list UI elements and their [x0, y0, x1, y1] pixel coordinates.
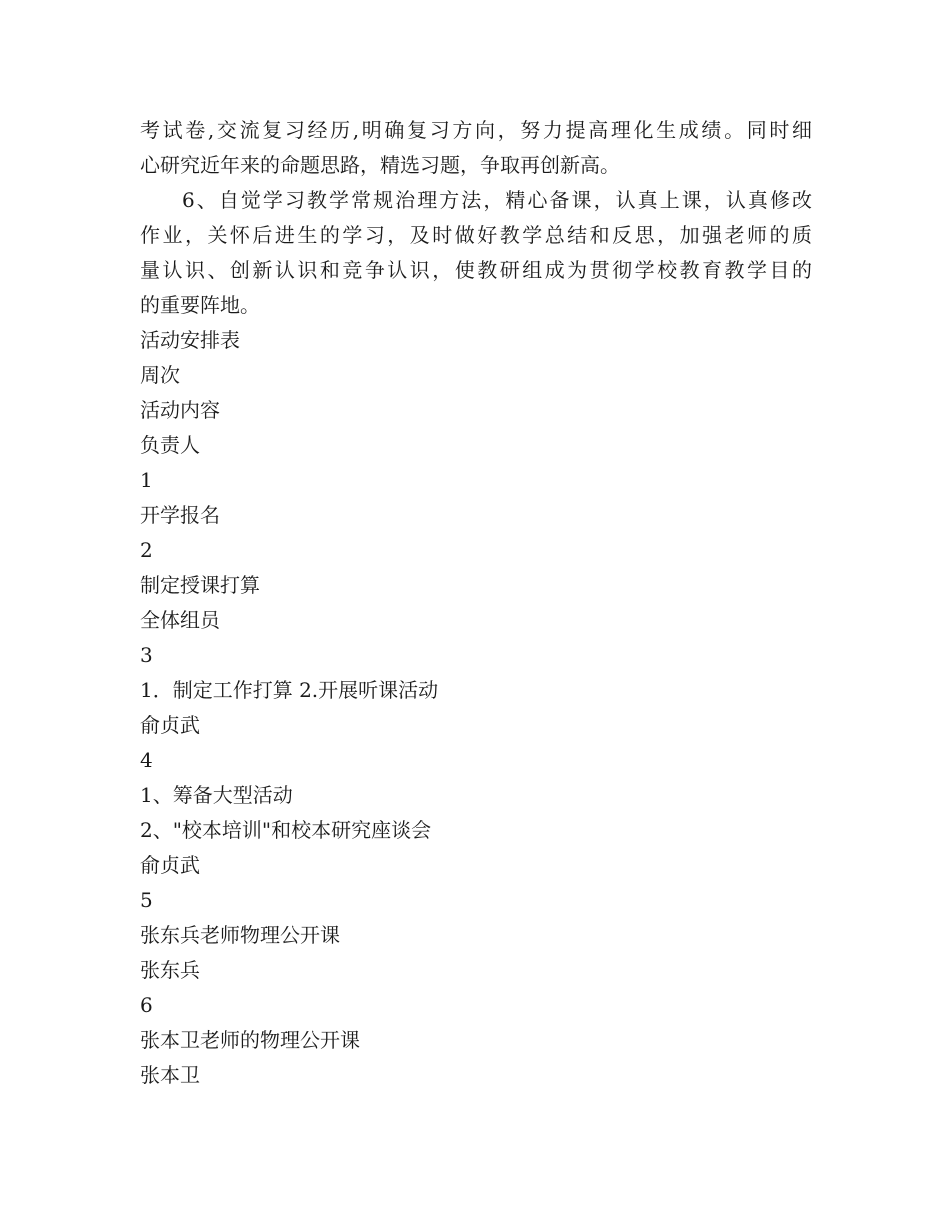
text-line: 考试卷,交流复习经历,明确复习方向，努力提高理化生成绩。同时细: [140, 118, 812, 142]
table-cell: 张本卫老师的物理公开课: [140, 1028, 360, 1052]
table-cell: 张东兵: [140, 958, 200, 982]
table-cell: 1．制定工作打算 2.开展听课活动: [140, 678, 439, 702]
text-line: 作业，关怀后进生的学习，及时做好教学总结和反思，加强老师的质: [140, 223, 812, 247]
table-cell: 俞贞武: [140, 713, 200, 737]
table-cell: 3: [140, 643, 153, 667]
table-cell: 2、"校本培训"和校本研究座谈会: [140, 818, 432, 842]
paragraph-item-6: [140, 183, 812, 323]
document-body: [140, 113, 812, 1093]
table-cell: 俞贞武: [140, 853, 200, 877]
text-line: 量认识、创新认识和竞争认识，使教研组成为贯彻学校教育教学目的: [140, 258, 812, 282]
table-cell: 2: [140, 538, 153, 562]
column-header-week: 周次: [140, 363, 180, 387]
paragraph-review: [140, 113, 812, 183]
table-cell: 6: [140, 993, 153, 1017]
table-cell: 1: [140, 468, 153, 492]
table-cell: 5: [140, 888, 153, 912]
table-cell: 1、筹备大型活动: [140, 783, 293, 807]
table-cell: 开学报名: [140, 503, 220, 527]
column-header-owner: 负责人: [140, 433, 200, 457]
table-cell: 4: [140, 748, 153, 772]
column-header-activity: 活动内容: [140, 398, 220, 422]
text-line: 的重要阵地。: [140, 293, 260, 317]
text-line: 心研究近年来的命题思路，精选习题，争取再创新高。: [140, 153, 620, 177]
schedule-title: 活动安排表: [140, 328, 240, 352]
table-cell: 制定授课打算: [140, 573, 260, 597]
text-line: 6、自觉学习教学常规治理方法，精心备课，认真上课，认真修改: [182, 188, 812, 212]
table-cell: 全体组员: [140, 608, 220, 632]
table-cell: 张本卫: [140, 1063, 200, 1087]
table-cell: 张东兵老师物理公开课: [140, 923, 340, 947]
schedule-table: [140, 323, 812, 1093]
